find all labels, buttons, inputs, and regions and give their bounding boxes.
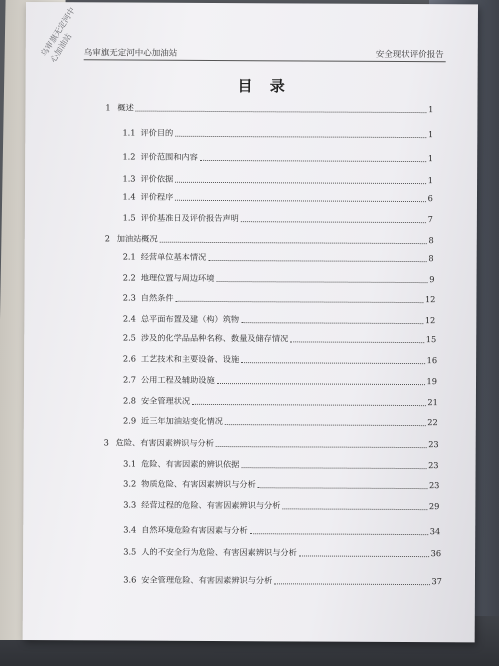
toc-entry-title: 总平面布置及建（构）筑物 bbox=[140, 313, 240, 325]
toc-entry-number: 2.3 bbox=[122, 292, 136, 303]
toc-entry-title: 评价范围和内容 bbox=[140, 151, 198, 162]
toc-entry bbox=[123, 479, 439, 493]
toc-entry-page: 36 bbox=[430, 548, 442, 559]
toc-entry bbox=[123, 192, 433, 206]
toc-entry-number: 1.3 bbox=[122, 173, 136, 184]
toc-entry-number: 3 bbox=[103, 437, 109, 448]
toc-entry-number: 2 bbox=[104, 233, 111, 244]
toc-entry bbox=[122, 152, 433, 166]
toc-entry bbox=[123, 575, 442, 589]
toc-entry-page: 8 bbox=[428, 235, 434, 246]
toc-leader-dots bbox=[175, 136, 426, 138]
document-page bbox=[23, 2, 478, 642]
toc-leader-dots bbox=[208, 260, 426, 262]
toc-entry-number: 2.1 bbox=[122, 251, 136, 262]
toc-entry-title: 工艺技术和主要设备、设施 bbox=[140, 353, 240, 365]
toc-leader-dots bbox=[274, 583, 429, 585]
toc-entry-title: 安全管理状况 bbox=[140, 395, 191, 406]
toc-entry-number: 1.4 bbox=[122, 191, 136, 202]
toc-entry-page: 1 bbox=[428, 104, 434, 115]
side-tag-text: 乌审旗无定河中心加油站 bbox=[39, 5, 77, 64]
toc-entry-number: 3.2 bbox=[123, 478, 137, 489]
toc-entry-page: 9 bbox=[429, 274, 435, 285]
toc-entry-number: 3.4 bbox=[123, 524, 137, 535]
toc-leader-dots bbox=[258, 487, 427, 489]
toc-entry-page: 29 bbox=[428, 501, 440, 512]
toc-entry-number: 2.5 bbox=[122, 332, 136, 343]
toc-leader-dots bbox=[290, 341, 423, 343]
toc-entry-number: 2.9 bbox=[123, 415, 137, 426]
toc-entry bbox=[123, 333, 436, 347]
toc-title: 目 录 bbox=[237, 77, 291, 96]
toc-entry-number: 1 bbox=[105, 102, 111, 113]
toc-entry bbox=[105, 233, 434, 247]
toc-entry-title: 经营过程的危险、有害因素辨识与分析 bbox=[141, 499, 281, 511]
header-right-text: 安全现状评价报告 bbox=[375, 49, 444, 61]
toc-leader-dots bbox=[192, 404, 425, 406]
toc-entry-page: 23 bbox=[428, 439, 439, 450]
toc-entry bbox=[105, 102, 433, 116]
toc-leader-dots bbox=[176, 301, 423, 303]
toc-entry-page: 8 bbox=[428, 253, 434, 264]
toc-entry-page: 15 bbox=[425, 334, 437, 345]
toc-entry-page: 23 bbox=[428, 460, 439, 471]
toc-entry-number: 2.6 bbox=[122, 353, 136, 364]
toc-entry bbox=[123, 314, 436, 328]
toc-leader-dots bbox=[241, 322, 423, 324]
toc-entry-title: 涉及的化学品品种名称、数量及储存情况 bbox=[140, 332, 289, 344]
toc-entry-number: 3.3 bbox=[123, 499, 137, 510]
toc-entry-title: 加油站概况 bbox=[116, 233, 158, 244]
toc-leader-dots bbox=[136, 111, 426, 114]
toc-entry-title: 危险、有害因素辨识与分析 bbox=[115, 437, 214, 448]
toc-entry-title: 地理位置与周边环境 bbox=[140, 272, 215, 283]
toc-entry-title: 评价目的 bbox=[140, 127, 174, 138]
toc-entry-number: 2.8 bbox=[122, 395, 137, 406]
toc-entry-title: 安全管理危险、有害因素辨识与分析 bbox=[141, 574, 273, 586]
toc-entry bbox=[122, 174, 433, 188]
toc-entry-title: 评价基准日及评价报告声明 bbox=[140, 212, 239, 224]
toc-leader-dots bbox=[241, 467, 426, 469]
toc-entry bbox=[123, 252, 434, 266]
toc-entry-title: 近三年加油站变化情况 bbox=[141, 415, 223, 427]
toc-entry-title: 概述 bbox=[117, 102, 134, 113]
toc-leader-dots bbox=[250, 533, 428, 535]
toc-entry-page: 1 bbox=[427, 175, 434, 186]
toc-entry-title: 危险、有害因素的辨识依据 bbox=[141, 458, 240, 470]
toc-entry bbox=[123, 293, 436, 307]
toc-leader-dots bbox=[225, 424, 425, 426]
toc-leader-dots bbox=[160, 242, 427, 244]
toc-entry-page: 6 bbox=[427, 193, 433, 204]
toc-entry-number: 2.4 bbox=[122, 313, 136, 324]
toc-leader-dots bbox=[216, 446, 426, 448]
toc-entry bbox=[123, 459, 438, 473]
toc-entry-page: 12 bbox=[424, 315, 436, 326]
toc-entry-title: 自然条件 bbox=[140, 292, 174, 303]
toc-entry-title: 经营单位基本情况 bbox=[140, 251, 207, 262]
toc-entry-page: 23 bbox=[428, 480, 440, 491]
toc-entry bbox=[123, 396, 438, 410]
toc-entry-number: 2.2 bbox=[122, 272, 136, 283]
toc-entry-page: 22 bbox=[427, 417, 438, 428]
header-left-text: 乌审旗无定河中心加油站 bbox=[83, 48, 178, 59]
toc-entry bbox=[122, 128, 433, 142]
toc-entry-page: 7 bbox=[427, 214, 433, 225]
toc-entry bbox=[123, 213, 433, 227]
toc-leader-dots bbox=[216, 281, 427, 283]
toc-entry bbox=[123, 273, 435, 287]
toc-entry-page: 19 bbox=[426, 376, 437, 387]
toc-entry-title: 自然环境危险有害因素与分析 bbox=[141, 524, 248, 536]
toc-entry bbox=[104, 437, 439, 451]
toc-entry-page: 21 bbox=[427, 397, 438, 408]
toc-leader-dots bbox=[175, 200, 425, 202]
toc-entry bbox=[123, 375, 437, 389]
toc-entry-number: 3.1 bbox=[123, 458, 137, 469]
toc-entry-number: 3.5 bbox=[123, 546, 137, 557]
toc-leader-dots bbox=[241, 362, 424, 364]
toc-entry-number: 1.2 bbox=[122, 151, 136, 162]
toc-entry-number: 1.1 bbox=[122, 127, 136, 138]
toc-entry-page: 34 bbox=[429, 526, 441, 537]
toc-entry bbox=[123, 525, 440, 539]
toc-leader-dots bbox=[175, 182, 425, 184]
toc-entry-number: 2.7 bbox=[122, 374, 137, 385]
toc-entry-number: 1.5 bbox=[122, 212, 136, 223]
toc-entry-title: 评价依据 bbox=[140, 173, 174, 184]
toc-entry-number: 3.6 bbox=[123, 574, 137, 585]
toc-leader-dots bbox=[241, 221, 426, 223]
toc-entry bbox=[123, 354, 437, 368]
toc-entry-page: 37 bbox=[431, 576, 442, 587]
toc-entry-page: 12 bbox=[424, 294, 436, 305]
toc-entry bbox=[123, 500, 439, 514]
toc-entry-title: 物质危险、有害因素辨识与分析 bbox=[141, 478, 256, 490]
toc-entry-title: 评价程序 bbox=[140, 191, 174, 202]
toc-entry-page: 16 bbox=[426, 355, 438, 366]
toc-entry-title: 公用工程及辅助设施 bbox=[140, 374, 215, 385]
toc-entry-title: 人的不安全行为危险、有害因素辨识与分析 bbox=[141, 546, 297, 558]
toc-leader-dots bbox=[200, 160, 426, 162]
toc-entry-page: 1 bbox=[427, 153, 434, 164]
toc-leader-dots bbox=[299, 555, 429, 557]
toc-entry bbox=[123, 416, 438, 430]
toc-entry-page: 1 bbox=[428, 129, 434, 140]
toc-leader-dots bbox=[217, 383, 425, 385]
table-of-contents bbox=[23, 2, 478, 642]
toc-leader-dots bbox=[282, 508, 426, 510]
toc-entry bbox=[123, 547, 441, 561]
